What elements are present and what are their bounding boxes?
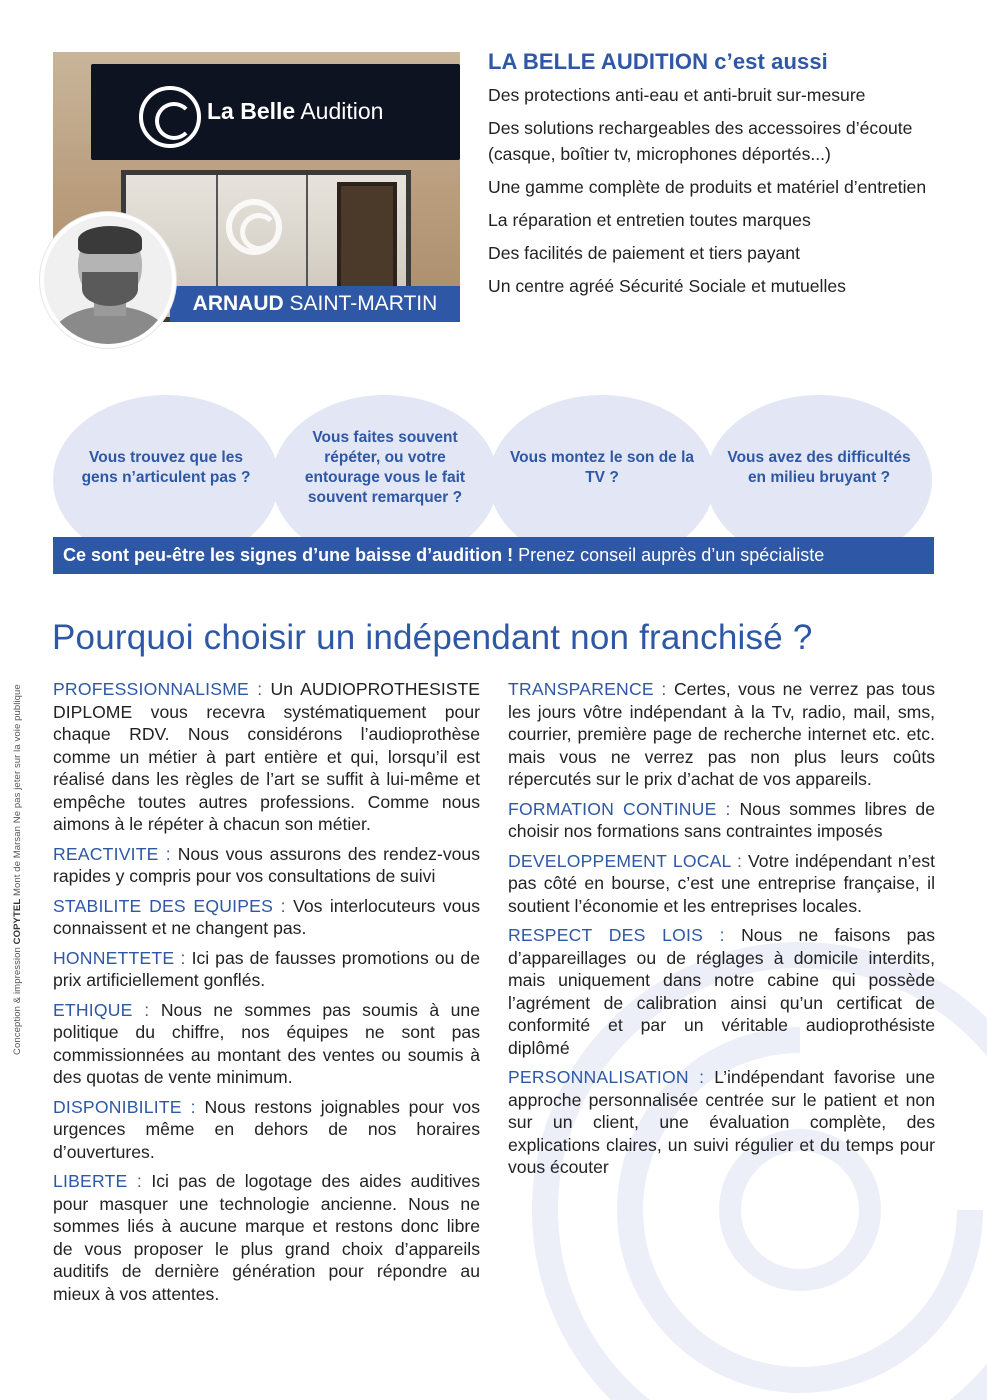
service-item: Un centre agréé Sécurité Sociale et mutuelles bbox=[488, 276, 846, 296]
argument-item: RESPECT DES LOIS : Nous ne faisons pas d’appareillages ou de réglages à domicile interdits, mais uniquement dans notre cabine qui possède l’agrément de calibration ainsi qu’un certificat de conformité et par un véritable audioprothésiste diplômé bbox=[508, 925, 936, 1058]
owner-portrait bbox=[40, 212, 176, 348]
arguments-left-column bbox=[53, 678, 480, 1312]
service-item: Des solutions rechargeables des accessoires d’écoute (casque, boîtier tv, microphones déportés...) bbox=[488, 118, 913, 164]
argument-item: STABILITE DES EQUIPES : Vos interlocuteurs vous connaissent et ne changent pas. bbox=[53, 895, 480, 938]
question-bubble-4: Vous avez des difficultés en milieu bruyant ? bbox=[706, 395, 932, 565]
argument-item: PROFESSIONNALISME : Un AUDIOPROTHESISTE DIPLOME vous recevra systématiquement pour chaque RDV. Nous considérons l’audioprothèse comme un métier à part entière et qui, lorsqu’il est réalisé dans les règles de l’art se suffit à lui-même et empêche toutes autres professions. Comme nous aimons à le répéter à chacun son métier. bbox=[53, 679, 480, 834]
shop-sign-text: La Belle Audition bbox=[207, 98, 384, 124]
arguments-right-column bbox=[508, 678, 935, 1186]
argument-item: REACTIVITE : Nous vous assurons des rendez-vous rapides y compris pour vos consultations de suivi bbox=[53, 843, 480, 886]
service-item: Une gamme complète de produits et matériel d’entretien bbox=[488, 177, 927, 197]
service-item: Des facilités de paiement et tiers payant bbox=[488, 243, 800, 263]
shop-sign bbox=[91, 64, 460, 160]
section-title: Pourquoi choisir un indépendant non franchisé ? bbox=[52, 618, 813, 657]
question-bubble-2: Vous faites souvent répéter, ou votre entourage vous le fait souvent remarquer ? bbox=[272, 395, 498, 565]
services-title: LA BELLE AUDITION c’est aussi bbox=[488, 49, 828, 74]
argument-item: HONNETTETE : Ici pas de fausses promotions ou de prix artificiellement gonflés. bbox=[53, 947, 480, 990]
service-item: La réparation et entretien toutes marques bbox=[488, 210, 811, 230]
question-bubble-3: Vous montez le son de la TV ? bbox=[489, 395, 715, 565]
service-item: Des protections anti-eau et anti-bruit sur-mesure bbox=[488, 85, 866, 105]
window-logo-icon bbox=[226, 199, 282, 255]
print-credit: Conception & impression COPYTEL Mont de Marsan Ne pas jeter sur la voie publique bbox=[12, 684, 23, 1055]
hearing-signs-banner: Ce sont peu-être les signes d’une baisse d’audition ! Prenez conseil auprès d’un spécialiste bbox=[53, 537, 934, 574]
brand-logo-icon bbox=[139, 86, 201, 148]
argument-item: TRANSPARENCE : Certes, vous ne verrez pas tous les jours vôtre indépendant à la Tv, radio, mail, sms, courrier, première page de recherche internet etc. etc. mais vous ne verrez pas non plus leurs coûts répercutés sur le prix d’achat de vos appareils. bbox=[508, 679, 935, 789]
question-bubble-1: Vous trouvez que les gens n’articulent pas ? bbox=[53, 395, 279, 565]
argument-item: FORMATION CONTINUE : Nous sommes libres de choisir nos formations sans contraintes imposés bbox=[508, 798, 936, 841]
argument-item: LIBERTE : Ici pas de logotage des aides auditives pour masquer une technologie ancienne. Nous ne sommes liés à aucune marque et restons donc libre de vous proposer le plus grand choix d’appareils auditifs de dernière génération pour répondre au mieux à vos attentes. bbox=[53, 1171, 481, 1304]
owner-name-banner: ARNAUD SAINT-MARTIN bbox=[170, 286, 460, 322]
argument-item: DEVELOPPEMENT LOCAL : Votre indépendant n’est pas côté en bourse, c’est une entreprise française, il soutient l’économie et les entreprises locales. bbox=[508, 850, 935, 916]
argument-item: PERSONNALISATION : L’indépendant favorise une approche personnalisée centrée sur le patient et non sur un client, une évaluation complète, des explications claires, un suivi régulier et du temps pour vous écouter bbox=[508, 1067, 935, 1177]
services-list bbox=[488, 48, 948, 306]
argument-item: DISPONIBILITE : Nous restons joignables pour vos urgences même en dehors de nos horaires d’ouvertures. bbox=[53, 1096, 480, 1162]
argument-item: ETHIQUE : Nous ne sommes pas soumis à une politique du chiffre, nos équipes ne sont pas commissionnées au montant des ventes ou soumis à des quotas de vente minimum. bbox=[53, 999, 480, 1087]
